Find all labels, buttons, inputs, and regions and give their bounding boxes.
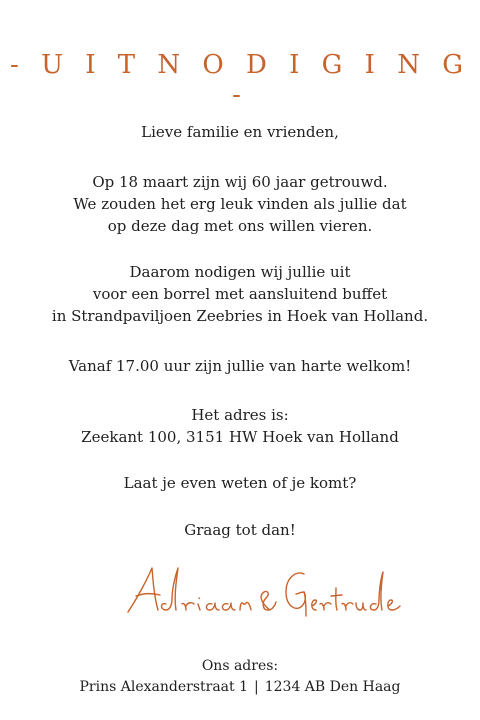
address-line: Zeekant 100, 3151 HW Hoek van Holland bbox=[81, 428, 399, 446]
paragraph-line: Op 18 maart zijn wij 60 jaar getrouwd. bbox=[92, 173, 388, 191]
handwritten-signature bbox=[0, 560, 480, 630]
closing-line: Graag tot dan! bbox=[184, 521, 296, 539]
paragraph-line: in Strandpaviljoen Zeebries in Hoek van Holland. bbox=[51, 307, 429, 325]
invitation-heading: - U I T N O D I G I N G - bbox=[10, 50, 470, 110]
paragraph-line: op deze dag met ons willen vieren. bbox=[107, 217, 373, 235]
footer-street: Prins Alexanderstraat 1 bbox=[79, 679, 248, 695]
paragraph-anniversary bbox=[0, 171, 480, 237]
closing bbox=[0, 519, 480, 541]
footer-city: 1234 AB Den Haag bbox=[264, 679, 401, 695]
rsvp bbox=[0, 472, 480, 494]
time-welcome bbox=[0, 355, 480, 377]
footer-separator: | bbox=[254, 679, 259, 695]
address-label: Het adres is: bbox=[191, 406, 289, 424]
paragraph-line: Daarom nodigen wij jullie uit bbox=[129, 263, 351, 281]
greeting bbox=[0, 121, 480, 143]
greeting-line: Lieve familie en vrienden, bbox=[141, 123, 339, 141]
footer-address-line bbox=[0, 677, 480, 698]
venue-address bbox=[0, 404, 480, 448]
footer-address bbox=[0, 656, 480, 698]
paragraph-line: We zouden het erg leuk vinden als jullie dat bbox=[73, 195, 407, 213]
paragraph-line: voor een borrel met aansluitend buffet bbox=[92, 285, 388, 303]
rsvp-line: Laat je even weten of je komt? bbox=[123, 474, 357, 492]
footer-label: Ons adres: bbox=[201, 658, 279, 674]
time-line: Vanaf 17.00 uur zijn jullie van harte welkom! bbox=[68, 357, 412, 375]
paragraph-invitation bbox=[0, 261, 480, 327]
